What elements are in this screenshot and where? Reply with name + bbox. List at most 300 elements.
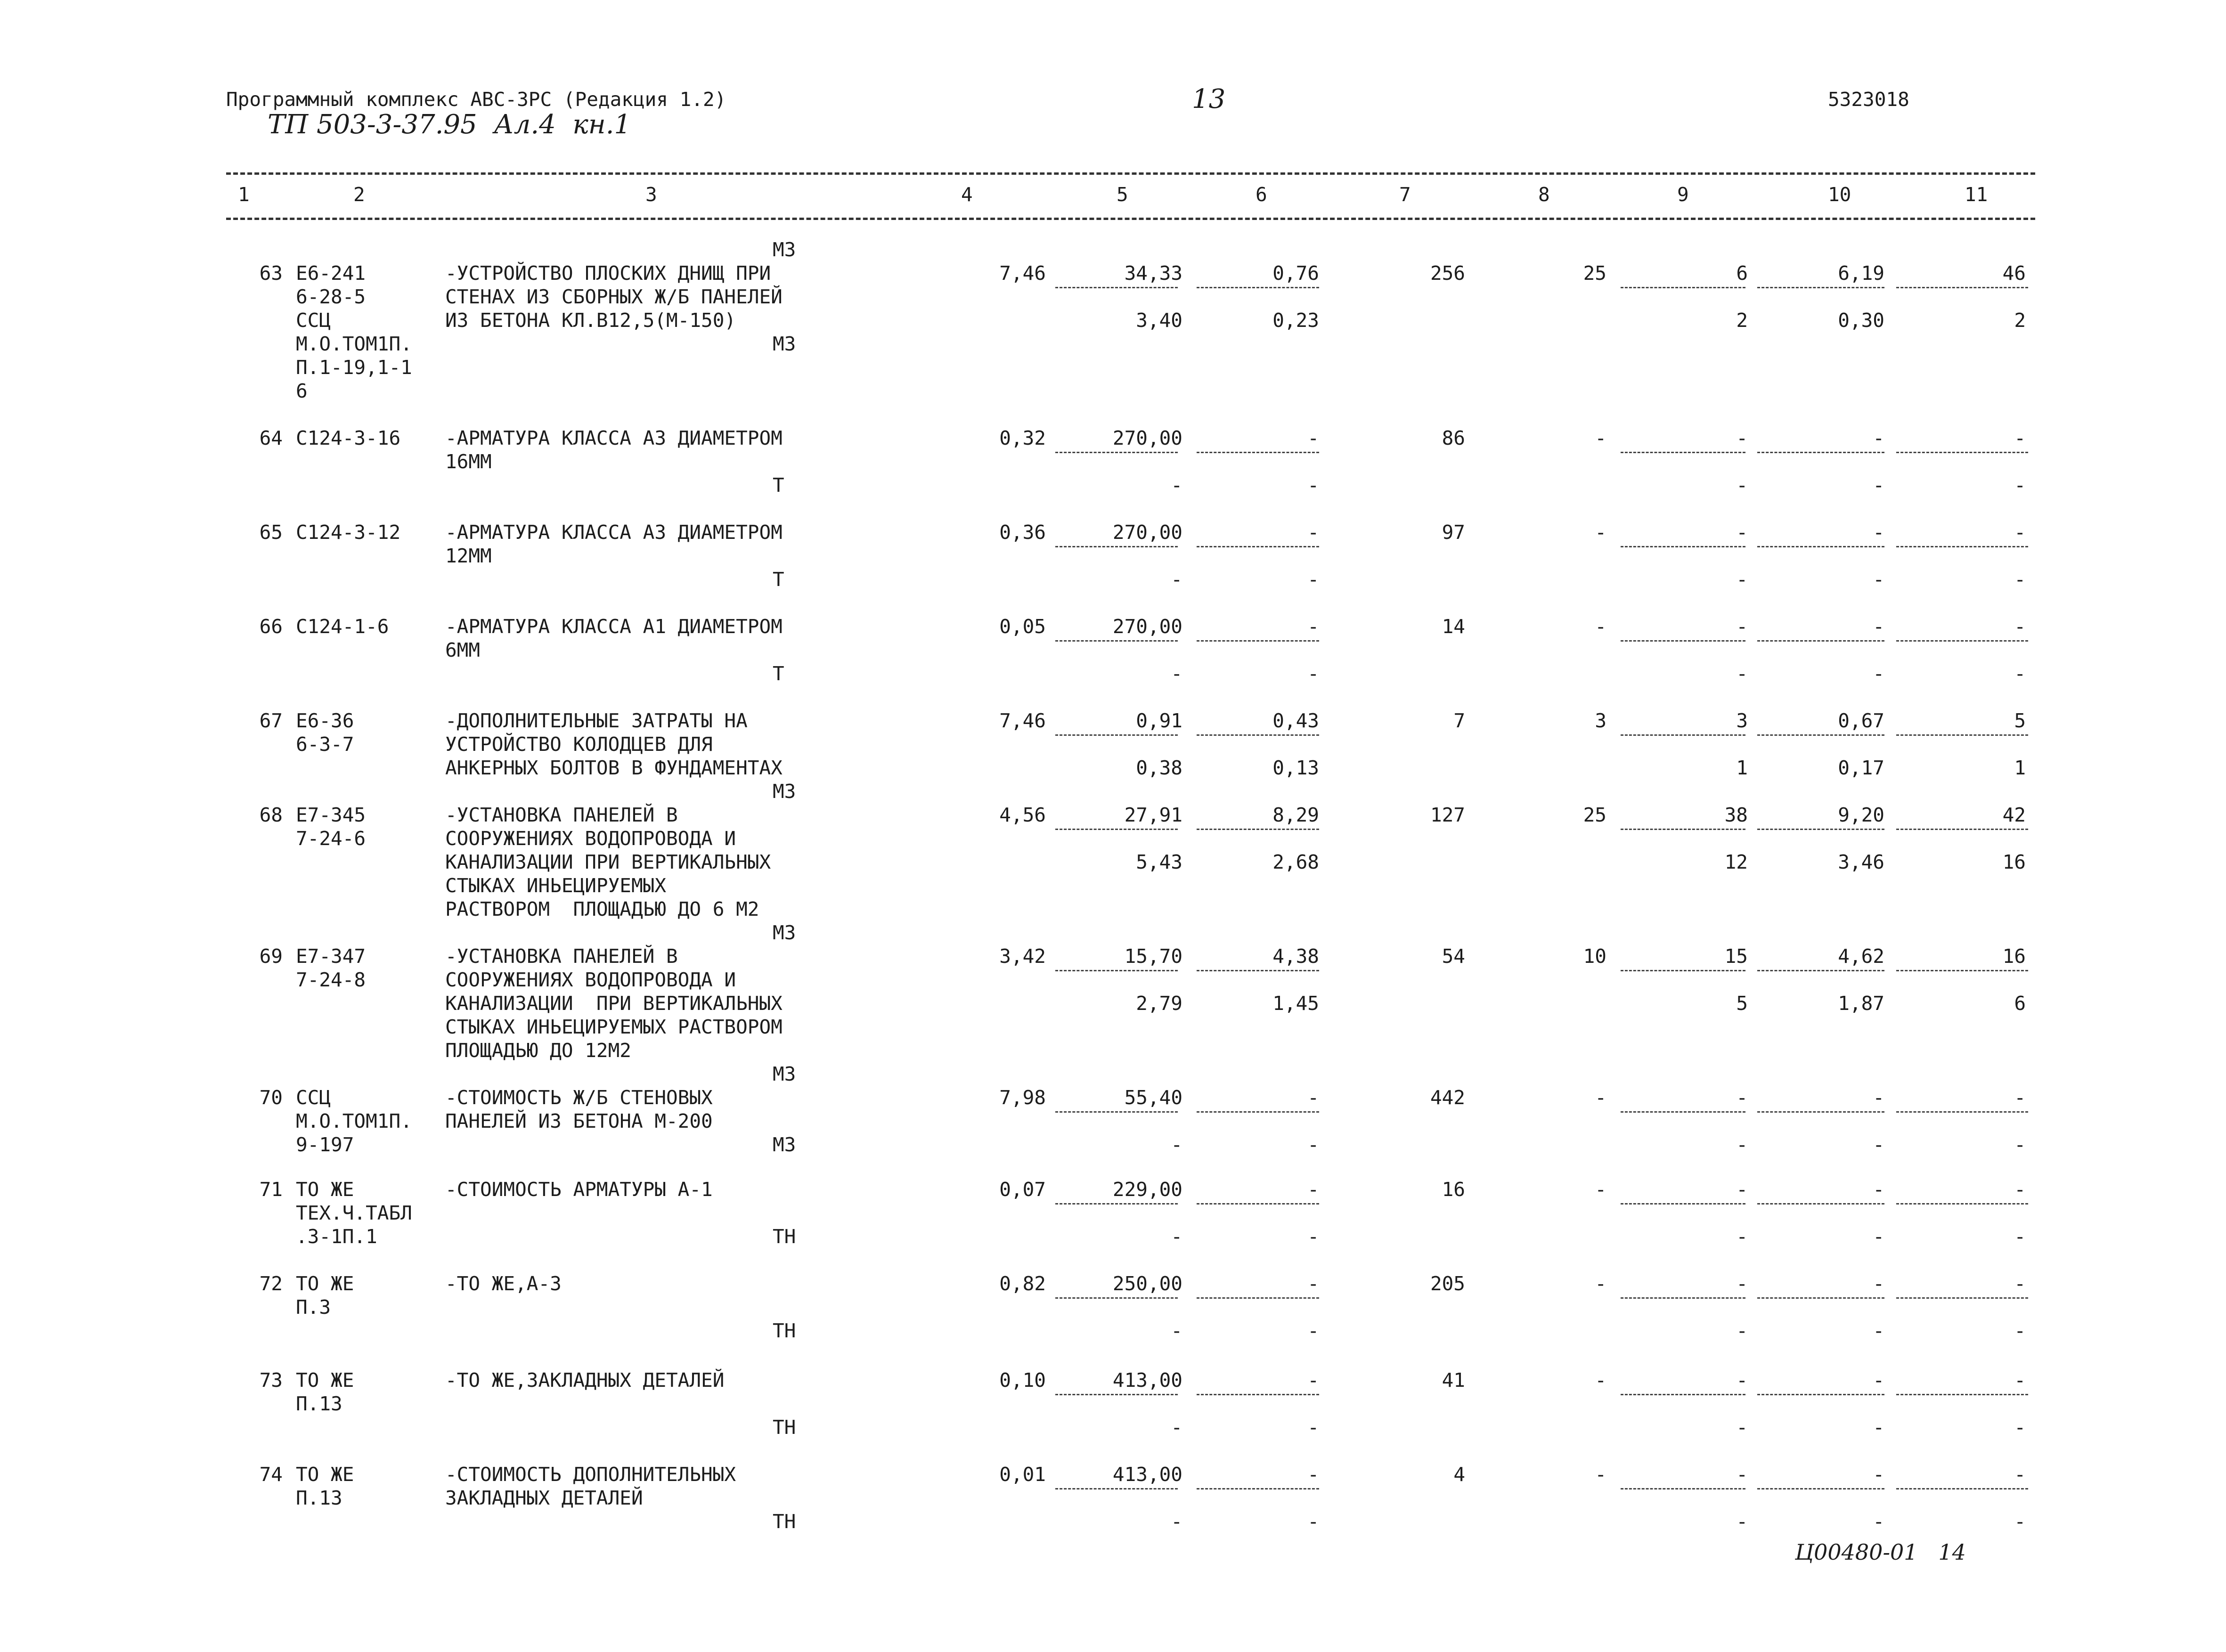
cell-col4: 0,07 <box>999 1178 1046 1201</box>
fraction-line-col9 <box>1621 1203 1745 1204</box>
row-description: ИЗ БЕТОНА КЛ.В12,5(М-150) <box>445 309 736 332</box>
cell-col4: 7,98 <box>999 1086 1046 1109</box>
row-unit-top: М3 <box>773 238 796 261</box>
cell-col5-sub: - <box>1171 1319 1182 1342</box>
cell-col10-sub: - <box>1873 1416 1884 1439</box>
row-number: 74 <box>259 1463 283 1486</box>
row-code: 9-197 <box>296 1133 354 1156</box>
cell-col7: 4 <box>1453 1463 1465 1486</box>
cell-col6-sub: - <box>1307 474 1319 496</box>
fraction-line-col6 <box>1197 734 1319 736</box>
fraction-line-col9 <box>1621 1111 1745 1113</box>
cell-col5: 413,00 <box>1112 1463 1182 1486</box>
cell-col9-sub: - <box>1736 1225 1748 1248</box>
cell-col6-sub: - <box>1307 568 1319 591</box>
cell-col5: 250,00 <box>1112 1272 1182 1295</box>
fraction-line-col5 <box>1055 287 1178 288</box>
row-description: -УСТРОЙСТВО ПЛОСКИХ ДНИЩ ПРИ <box>445 262 771 285</box>
cell-col11-sub: - <box>2014 1225 2026 1248</box>
cell-col10-sub: 1,87 <box>1838 992 1884 1015</box>
row-unit: Т <box>773 568 784 591</box>
row-code: .3-1П.1 <box>296 1225 377 1248</box>
cell-col5-sub: - <box>1171 662 1182 685</box>
program-title: Программный комплекс АВС-3РС (Редакция 1.2) <box>226 88 726 111</box>
column-header-2: 2 <box>353 183 365 206</box>
row-code: Е6-241 <box>296 262 366 285</box>
fraction-line-col9 <box>1621 1488 1745 1489</box>
row-code: Е7-345 <box>296 804 366 826</box>
fraction-line-col10 <box>1757 1297 1884 1299</box>
cell-col6-sub: 2,68 <box>1272 851 1319 873</box>
cell-col5: 229,00 <box>1112 1178 1182 1201</box>
row-code: 7-24-8 <box>296 968 366 991</box>
cell-col11-sub: 1 <box>2014 757 2026 779</box>
cell-col7: 16 <box>1442 1178 1465 1201</box>
fraction-line-col6 <box>1197 287 1319 288</box>
cell-col11: - <box>2014 1272 2026 1295</box>
cell-col9-sub: - <box>1736 1510 1748 1533</box>
cell-col9-sub: - <box>1736 1416 1748 1439</box>
cell-col5-sub: - <box>1171 1416 1182 1439</box>
cell-col11: - <box>2014 1086 2026 1109</box>
fraction-line-col10 <box>1757 287 1884 288</box>
cell-col9: 3 <box>1736 709 1748 732</box>
cell-col4: 0,32 <box>999 427 1046 449</box>
fraction-line-col11 <box>1896 546 2028 547</box>
fraction-line-col5 <box>1055 452 1178 453</box>
row-description: -ТО ЖЕ,А-3 <box>445 1272 562 1295</box>
row-code: М.О.ТОМ1П. <box>296 1110 412 1132</box>
cell-col10-sub: - <box>1873 568 1884 591</box>
row-code: ССЦ <box>296 1086 331 1109</box>
column-header-8: 8 <box>1538 183 1550 206</box>
fraction-line-col10 <box>1757 829 1884 830</box>
fraction-line-col11 <box>1896 734 2028 736</box>
row-unit: М3 <box>773 921 796 944</box>
row-code: ССЦ <box>296 309 331 332</box>
cell-col4: 4,56 <box>999 804 1046 826</box>
row-description: -ДОПОЛНИТЕЛЬНЫЕ ЗАТРАТЫ НА <box>445 709 748 732</box>
cell-col6: - <box>1307 1086 1319 1109</box>
row-unit: М3 <box>773 1133 796 1156</box>
row-description: 12ММ <box>445 545 492 567</box>
fraction-line-col10 <box>1757 734 1884 736</box>
row-number: 70 <box>259 1086 283 1109</box>
cell-col10: 6,19 <box>1838 262 1884 285</box>
fraction-line-col11 <box>1896 829 2028 830</box>
cell-col6-sub: 0,13 <box>1272 757 1319 779</box>
cell-col4: 0,05 <box>999 615 1046 638</box>
cell-col8: 25 <box>1583 804 1606 826</box>
cell-col4: 7,46 <box>999 262 1046 285</box>
row-description: РАСТВОРОМ ПЛОЩАДЬЮ ДО 6 М2 <box>445 898 759 920</box>
cell-col9: - <box>1736 521 1748 544</box>
fraction-line-col10 <box>1757 452 1884 453</box>
row-description: СООРУЖЕНИЯХ ВОДОПРОВОДА И <box>445 968 736 991</box>
cell-col6-sub: - <box>1307 1133 1319 1156</box>
cell-col5-sub: 5,43 <box>1136 851 1182 873</box>
cell-col7: 14 <box>1442 615 1465 638</box>
row-description: СООРУЖЕНИЯХ ВОДОПРОВОДА И <box>445 827 736 850</box>
row-code: С124-3-12 <box>296 521 401 544</box>
fraction-line-col5 <box>1055 546 1178 547</box>
cell-col8: - <box>1595 1178 1606 1201</box>
cell-col6: - <box>1307 1463 1319 1486</box>
cell-col9: 38 <box>1724 804 1748 826</box>
fraction-line-col11 <box>1896 452 2028 453</box>
fraction-line-col11 <box>1896 640 2028 642</box>
row-number: 69 <box>259 945 283 968</box>
cell-col11-sub: - <box>2014 568 2026 591</box>
cell-col11-sub: - <box>2014 1510 2026 1533</box>
cell-col9: 15 <box>1724 945 1748 968</box>
fraction-line-col11 <box>1896 287 2028 288</box>
cell-col11-sub: - <box>2014 1416 2026 1439</box>
fraction-line-col10 <box>1757 640 1884 642</box>
cell-col10-sub: - <box>1873 1319 1884 1342</box>
row-code: ТЕХ.Ч.ТАБЛ <box>296 1202 412 1224</box>
row-description: -АРМАТУРА КЛАССА А3 ДИАМЕТРОМ <box>445 427 783 449</box>
cell-col11: 16 <box>2002 945 2026 968</box>
cell-col5: 270,00 <box>1112 521 1182 544</box>
cell-col11-sub: - <box>2014 1133 2026 1156</box>
fraction-line-col9 <box>1621 640 1745 642</box>
cell-col5-sub: 3,40 <box>1136 309 1182 332</box>
fraction-line-col10 <box>1757 1488 1884 1489</box>
cell-col9-sub: 1 <box>1736 757 1748 779</box>
cell-col11-sub: - <box>2014 1319 2026 1342</box>
cell-col11-sub: 16 <box>2002 851 2026 873</box>
cell-col8: 3 <box>1595 709 1606 732</box>
cell-col4: 3,42 <box>999 945 1046 968</box>
row-description: -ТО ЖЕ,ЗАКЛАДНЫХ ДЕТАЛЕЙ <box>445 1369 725 1392</box>
cell-col6-sub: - <box>1307 662 1319 685</box>
cell-col9-sub: - <box>1736 568 1748 591</box>
cell-col7: 205 <box>1430 1272 1465 1295</box>
cell-col10-sub: 0,17 <box>1838 757 1884 779</box>
cell-col5: 34,33 <box>1124 262 1182 285</box>
fraction-line-col11 <box>1896 1394 2028 1395</box>
row-description: УСТРОЙСТВО КОЛОДЦЕВ ДЛЯ <box>445 733 713 756</box>
cell-col9-sub: 2 <box>1736 309 1748 332</box>
cell-col9: - <box>1736 427 1748 449</box>
cell-col10-sub: - <box>1873 474 1884 496</box>
cell-col4: 0,82 <box>999 1272 1046 1295</box>
row-description: СТЫКАХ ИНЬЕЦИРУЕМЫХ <box>445 874 666 897</box>
cell-col11: 46 <box>2002 262 2026 285</box>
row-code: 7-24-6 <box>296 827 366 850</box>
row-code: П.13 <box>296 1487 342 1509</box>
cell-col8: 25 <box>1583 262 1606 285</box>
cell-col5-sub: - <box>1171 1510 1182 1533</box>
cell-col10: - <box>1873 521 1884 544</box>
cell-col9-sub: - <box>1736 662 1748 685</box>
column-header-7: 7 <box>1399 183 1411 206</box>
row-unit: ТН <box>773 1225 796 1248</box>
row-description: КАНАЛИЗАЦИИ ПРИ ВЕРТИКАЛЬНЫХ <box>445 992 783 1015</box>
cell-col6: - <box>1307 1178 1319 1201</box>
cell-col6: - <box>1307 1369 1319 1392</box>
cell-col7: 7 <box>1453 709 1465 732</box>
cell-col6: - <box>1307 1272 1319 1295</box>
cell-col11-sub: - <box>2014 474 2026 496</box>
row-code: 6 <box>296 380 308 402</box>
header-rule-bottom <box>226 218 2035 220</box>
cell-col7: 97 <box>1442 521 1465 544</box>
row-description: АНКЕРНЫХ БОЛТОВ В ФУНДАМЕНТАХ <box>445 757 783 779</box>
cell-col11: - <box>2014 521 2026 544</box>
cell-col10-sub: - <box>1873 1133 1884 1156</box>
fraction-line-col9 <box>1621 546 1745 547</box>
fraction-line-col5 <box>1055 1297 1178 1299</box>
fraction-line-col5 <box>1055 1111 1178 1113</box>
fraction-line-col6 <box>1197 1297 1319 1299</box>
fraction-line-col9 <box>1621 287 1745 288</box>
fraction-line-col9 <box>1621 452 1745 453</box>
row-unit: М3 <box>773 333 796 355</box>
cell-col11-sub: - <box>2014 662 2026 685</box>
cell-col5-sub: - <box>1171 568 1182 591</box>
cell-col6: 0,76 <box>1272 262 1319 285</box>
row-description: СТЫКАХ ИНЬЕЦИРУЕМЫХ РАСТВОРОМ <box>445 1016 783 1038</box>
cell-col8: - <box>1595 1369 1606 1392</box>
cell-col10: - <box>1873 1272 1884 1295</box>
cell-col11-sub: 6 <box>2014 992 2026 1015</box>
fraction-line-col10 <box>1757 1111 1884 1113</box>
row-unit: М3 <box>773 1063 796 1085</box>
row-number: 65 <box>259 521 283 544</box>
row-description: -УСТАНОВКА ПАНЕЛЕЙ В <box>445 945 678 968</box>
fraction-line-col5 <box>1055 970 1178 971</box>
fraction-line-col6 <box>1197 640 1319 642</box>
row-code: С124-1-6 <box>296 615 389 638</box>
row-unit: ТН <box>773 1510 796 1533</box>
row-code: П.13 <box>296 1392 342 1415</box>
cell-col11: - <box>2014 427 2026 449</box>
cell-col5-sub: - <box>1171 474 1182 496</box>
row-description: ЗАКЛАДНЫХ ДЕТАЛЕЙ <box>445 1487 643 1509</box>
cell-col10: - <box>1873 1463 1884 1486</box>
fraction-line-col6 <box>1197 546 1319 547</box>
cell-col9-sub: - <box>1736 474 1748 496</box>
cell-col4: 0,10 <box>999 1369 1046 1392</box>
row-description: -УСТАНОВКА ПАНЕЛЕЙ В <box>445 804 678 826</box>
fraction-line-col10 <box>1757 1394 1884 1395</box>
row-unit: М3 <box>773 780 796 803</box>
cell-col11: - <box>2014 1369 2026 1392</box>
cell-col10: - <box>1873 1178 1884 1201</box>
cell-col9: - <box>1736 1178 1748 1201</box>
cell-col5: 413,00 <box>1112 1369 1182 1392</box>
row-number: 68 <box>259 804 283 826</box>
cell-col10-sub: 0,30 <box>1838 309 1884 332</box>
cell-col6: - <box>1307 427 1319 449</box>
row-unit: ТН <box>773 1319 796 1342</box>
row-number: 64 <box>259 427 283 449</box>
cell-col4: 7,46 <box>999 709 1046 732</box>
cell-col10: - <box>1873 615 1884 638</box>
header-rule-top <box>226 172 2035 175</box>
row-number: 72 <box>259 1272 283 1295</box>
cell-col8: - <box>1595 1272 1606 1295</box>
doc-reference: ТП 503-3-37.95 Ал.4 кн.1 <box>268 109 631 140</box>
footer-stamp: Ц00480-01 14 <box>1795 1539 1966 1565</box>
cell-col4: 0,01 <box>999 1463 1046 1486</box>
column-header-1: 1 <box>238 183 250 206</box>
cell-col7: 127 <box>1430 804 1465 826</box>
cell-col6: - <box>1307 615 1319 638</box>
cell-col7: 86 <box>1442 427 1465 449</box>
fraction-line-col5 <box>1055 829 1178 830</box>
row-description: -АРМАТУРА КЛАССА А3 ДИАМЕТРОМ <box>445 521 783 544</box>
row-number: 71 <box>259 1178 283 1201</box>
cell-col8: 10 <box>1583 945 1606 968</box>
row-description: -АРМАТУРА КЛАССА А1 ДИАМЕТРОМ <box>445 615 783 638</box>
column-header-10: 10 <box>1828 183 1851 206</box>
cell-col10-sub: - <box>1873 1510 1884 1533</box>
fraction-line-col6 <box>1197 452 1319 453</box>
cell-col5: 27,91 <box>1124 804 1182 826</box>
cell-col10-sub: 3,46 <box>1838 851 1884 873</box>
cell-col9: - <box>1736 615 1748 638</box>
row-code: ТО ЖЕ <box>296 1463 354 1486</box>
cell-col9-sub: - <box>1736 1319 1748 1342</box>
fraction-line-col6 <box>1197 1488 1319 1489</box>
cell-col5-sub: 2,79 <box>1136 992 1182 1015</box>
cell-col11: - <box>2014 1463 2026 1486</box>
row-code: ТО ЖЕ <box>296 1369 354 1392</box>
row-code: П.3 <box>296 1296 331 1318</box>
row-description: -СТОИМОСТЬ Ж/Б СТЕНОВЫХ <box>445 1086 713 1109</box>
cell-col5: 15,70 <box>1124 945 1182 968</box>
cell-col5: 270,00 <box>1112 427 1182 449</box>
cell-col10: 4,62 <box>1838 945 1884 968</box>
cell-col10-sub: - <box>1873 662 1884 685</box>
row-description: КАНАЛИЗАЦИИ ПРИ ВЕРТИКАЛЬНЫХ <box>445 851 771 873</box>
row-description: 6ММ <box>445 639 481 661</box>
row-unit: Т <box>773 662 784 685</box>
fraction-line-col10 <box>1757 1203 1884 1204</box>
row-code: С124-3-16 <box>296 427 401 449</box>
fraction-line-col6 <box>1197 1111 1319 1113</box>
cell-col6-sub: - <box>1307 1225 1319 1248</box>
cell-col7: 442 <box>1430 1086 1465 1109</box>
row-number: 66 <box>259 615 283 638</box>
cell-col7: 256 <box>1430 262 1465 285</box>
page-number: 13 <box>1192 84 1226 114</box>
fraction-line-col9 <box>1621 970 1745 971</box>
row-description: ПАНЕЛЕЙ ИЗ БЕТОНА М-200 <box>445 1110 713 1132</box>
cell-col11: 42 <box>2002 804 2026 826</box>
cell-col5-sub: - <box>1171 1225 1182 1248</box>
cell-col8: - <box>1595 521 1606 544</box>
row-code: 6-3-7 <box>296 733 354 756</box>
row-description: СТЕНАХ ИЗ СБОРНЫХ Ж/Б ПАНЕЛЕЙ <box>445 285 783 308</box>
cell-col9: - <box>1736 1086 1748 1109</box>
cell-col5-sub: - <box>1171 1133 1182 1156</box>
cell-col10-sub: - <box>1873 1225 1884 1248</box>
row-code: П.1-19,1-1 <box>296 356 412 379</box>
row-code: ТО ЖЕ <box>296 1178 354 1201</box>
cell-col11-sub: 2 <box>2014 309 2026 332</box>
row-unit: Т <box>773 474 784 496</box>
cell-col9: - <box>1736 1369 1748 1392</box>
row-code: ТО ЖЕ <box>296 1272 354 1295</box>
fraction-line-col5 <box>1055 640 1178 642</box>
cell-col9: - <box>1736 1272 1748 1295</box>
row-description: ПЛОЩАДЬЮ ДО 12М2 <box>445 1039 631 1062</box>
fraction-line-col6 <box>1197 1394 1319 1395</box>
column-header-9: 9 <box>1677 183 1689 206</box>
cell-col6: 8,29 <box>1272 804 1319 826</box>
row-unit: ТН <box>773 1416 796 1439</box>
cell-col5: 55,40 <box>1124 1086 1182 1109</box>
cell-col8: - <box>1595 427 1606 449</box>
cell-col5-sub: 0,38 <box>1136 757 1182 779</box>
cell-col9-sub: - <box>1736 1133 1748 1156</box>
fraction-line-col11 <box>1896 1488 2028 1489</box>
row-description: -СТОИМОСТЬ ДОПОЛНИТЕЛЬНЫХ <box>445 1463 736 1486</box>
cell-col10: 0,67 <box>1838 709 1884 732</box>
cell-col6-sub: 1,45 <box>1272 992 1319 1015</box>
cell-col6-sub: 0,23 <box>1272 309 1319 332</box>
fraction-line-col5 <box>1055 1488 1178 1489</box>
fraction-line-col9 <box>1621 1394 1745 1395</box>
column-header-3: 3 <box>645 183 657 206</box>
cell-col6-sub: - <box>1307 1510 1319 1533</box>
cell-col10: - <box>1873 1086 1884 1109</box>
cell-col6-sub: - <box>1307 1319 1319 1342</box>
row-number: 63 <box>259 262 283 285</box>
fraction-line-col9 <box>1621 1297 1745 1299</box>
cell-col6: 4,38 <box>1272 945 1319 968</box>
cell-col7: 41 <box>1442 1369 1465 1392</box>
fraction-line-col5 <box>1055 1203 1178 1204</box>
column-header-5: 5 <box>1117 183 1128 206</box>
row-description: 16ММ <box>445 450 492 473</box>
row-number: 67 <box>259 709 283 732</box>
cell-col9: - <box>1736 1463 1748 1486</box>
fraction-line-col11 <box>1896 1203 2028 1204</box>
cell-col9: 6 <box>1736 262 1748 285</box>
cell-col8: - <box>1595 1086 1606 1109</box>
cell-col11: - <box>2014 615 2026 638</box>
cell-col11: - <box>2014 1178 2026 1201</box>
fraction-line-col11 <box>1896 1111 2028 1113</box>
row-code: 6-28-5 <box>296 285 366 308</box>
row-number: 73 <box>259 1369 283 1392</box>
fraction-line-col9 <box>1621 734 1745 736</box>
fraction-line-col9 <box>1621 829 1745 830</box>
cell-col10: 9,20 <box>1838 804 1884 826</box>
row-code: Е6-36 <box>296 709 354 732</box>
row-code: Е7-347 <box>296 945 366 968</box>
cell-col5: 270,00 <box>1112 615 1182 638</box>
cell-col10: - <box>1873 427 1884 449</box>
cell-col10: - <box>1873 1369 1884 1392</box>
fraction-line-col6 <box>1197 829 1319 830</box>
row-description: -СТОИМОСТЬ АРМАТУРЫ А-1 <box>445 1178 713 1201</box>
row-code: М.О.ТОМ1П. <box>296 333 412 355</box>
cell-col6: - <box>1307 521 1319 544</box>
column-header-4: 4 <box>961 183 973 206</box>
fraction-line-col6 <box>1197 970 1319 971</box>
column-header-11: 11 <box>1965 183 1988 206</box>
fraction-line-col5 <box>1055 1394 1178 1395</box>
document-code: 5323018 <box>1828 88 1909 111</box>
cell-col9-sub: 5 <box>1736 992 1748 1015</box>
cell-col8: - <box>1595 615 1606 638</box>
